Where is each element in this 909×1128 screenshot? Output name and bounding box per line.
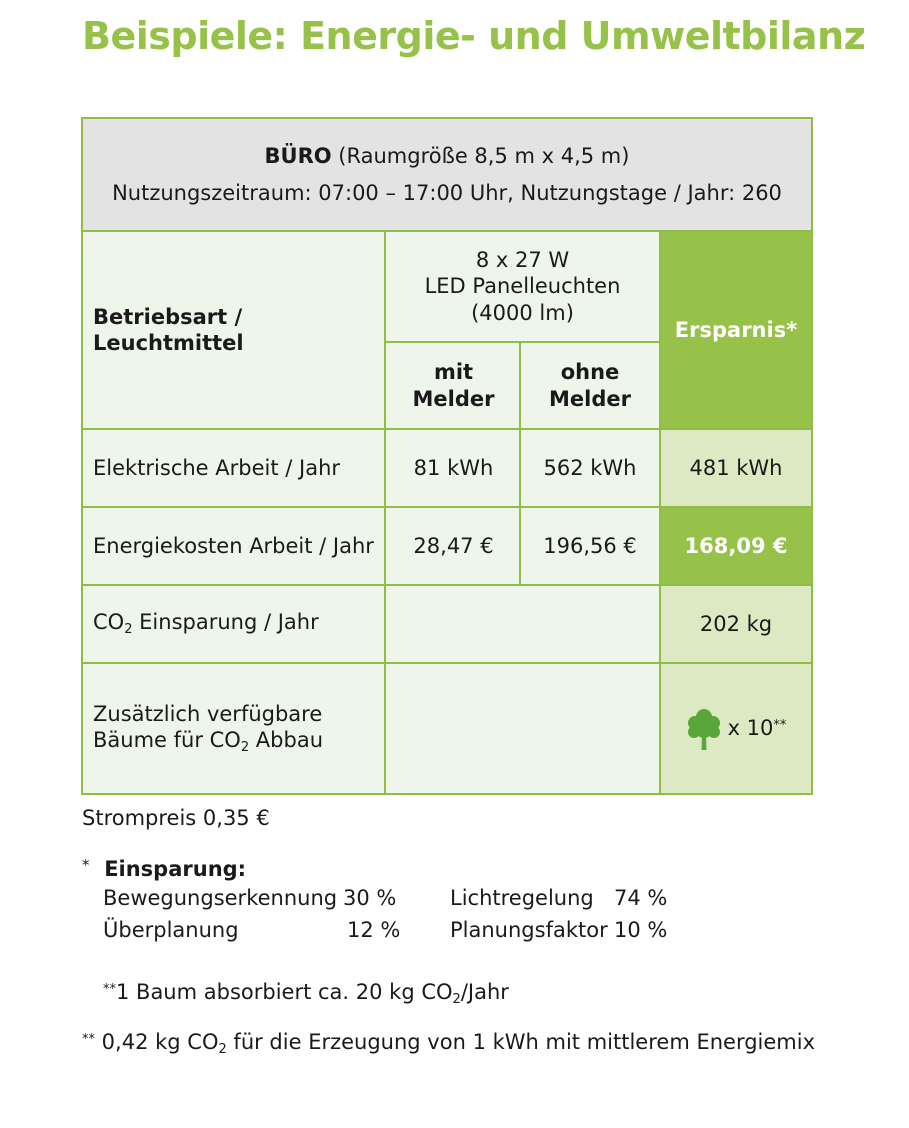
usage-info: Nutzungszeitraum: 07:00 – 17:00 Uhr, Nutzungstage / Jahr: 260 bbox=[112, 180, 782, 205]
co2-label-text bbox=[93, 609, 319, 638]
trees-label-part: Abbau bbox=[249, 728, 324, 752]
electricity-price: Strompreis 0,35 € bbox=[82, 806, 270, 830]
energy-table bbox=[81, 117, 813, 795]
co2-footnote-part: für die Erzeugung von 1 kWh mit mittlerem Energiemix bbox=[226, 1030, 816, 1054]
overplan-value: 12 % bbox=[347, 918, 401, 942]
row-with-text: 81 kWh bbox=[413, 455, 494, 480]
row-label-text: Elektrische Arbeit / Jahr bbox=[93, 455, 341, 480]
light-label: Lichtregelung bbox=[450, 886, 594, 910]
co2-saving-text: 202 kg bbox=[699, 611, 773, 636]
row-without-value bbox=[519, 506, 659, 584]
column-label-text: Betriebsart / Leuchtmittel bbox=[93, 304, 244, 355]
tree-footnote bbox=[103, 980, 509, 1007]
row-label-text: Energiekosten Arbeit / Jahr bbox=[93, 533, 374, 558]
overplan-label: Überplanung bbox=[103, 918, 239, 942]
motion-label: Bewegungserkennung bbox=[103, 886, 338, 910]
co2-empty-cell bbox=[384, 584, 659, 662]
trees-empty-cell bbox=[384, 662, 659, 793]
savings-header-text: Ersparnis* bbox=[674, 317, 798, 342]
co2-saving-value bbox=[659, 584, 811, 662]
row-saving-value bbox=[659, 428, 811, 506]
co2-footnote bbox=[82, 1030, 815, 1057]
co2-subscript: 2 bbox=[218, 1042, 227, 1057]
row-saving-text: 481 kWh bbox=[689, 455, 783, 480]
trees-row-label bbox=[83, 662, 384, 793]
co2-footnote-part: 0,42 kg CO bbox=[95, 1030, 219, 1054]
co2-label-part: Einsparung / Jahr bbox=[132, 610, 319, 635]
savings-note bbox=[82, 856, 246, 881]
co2-subscript: 2 bbox=[124, 622, 133, 638]
with-sensor-line-2: Melder bbox=[412, 386, 495, 411]
motion-value: 30 % bbox=[343, 886, 397, 910]
row-without-value bbox=[519, 428, 659, 506]
footnote-marker: ** bbox=[103, 982, 116, 997]
row-saving-value-highlight bbox=[659, 506, 811, 584]
room-name: BÜRO bbox=[264, 144, 332, 169]
row-with-text: 28,47 € bbox=[413, 533, 494, 558]
co2-label-part: CO bbox=[93, 610, 125, 635]
savings-note-title: Einsparung: bbox=[104, 857, 247, 881]
trees-value bbox=[686, 707, 787, 751]
fixture-line-2: LED Panelleuchten bbox=[424, 274, 621, 299]
room-size: (Raumgröße 8,5 m x 4,5 m) bbox=[338, 144, 630, 169]
tree-icon bbox=[686, 707, 722, 751]
light-value: 74 % bbox=[614, 886, 668, 910]
row-label bbox=[83, 428, 384, 506]
trees-label-line-1: Zusätzlich verfügbare bbox=[93, 701, 323, 726]
co2-row-label bbox=[83, 584, 384, 662]
fixture-header bbox=[384, 230, 659, 341]
trees-value-cell bbox=[659, 662, 811, 793]
row-without-text: 196,56 € bbox=[543, 533, 637, 558]
without-sensor-line-2: Melder bbox=[549, 386, 631, 411]
trees-label-part: Bäume für CO bbox=[93, 728, 241, 752]
tree-footnote-part: 1 Baum absorbiert ca. 20 kg CO bbox=[116, 980, 453, 1004]
table-header bbox=[83, 119, 811, 230]
planfactor-value: 10 % bbox=[614, 918, 668, 942]
row-saving-text: 168,09 € bbox=[684, 533, 788, 558]
with-sensor-line-1: mit bbox=[433, 360, 474, 385]
footnote-marker: ** bbox=[773, 718, 787, 734]
co2-subscript: 2 bbox=[240, 740, 250, 755]
page-title: Beispiele: Energie- und Umweltbilanz bbox=[82, 14, 866, 58]
trees-count: x 10 bbox=[727, 716, 774, 741]
with-sensor-header bbox=[384, 341, 521, 428]
planfactor-label: Planungsfaktor bbox=[450, 918, 608, 942]
savings-header bbox=[659, 230, 811, 428]
footnote-marker: * bbox=[82, 856, 90, 874]
without-sensor-line-1: ohne bbox=[560, 360, 620, 385]
tree-footnote-part: /Jahr bbox=[460, 980, 509, 1004]
row-without-text: 562 kWh bbox=[543, 455, 637, 480]
row-label bbox=[83, 506, 384, 584]
column-label bbox=[83, 230, 384, 428]
row-with-value bbox=[384, 428, 521, 506]
without-sensor-header bbox=[519, 341, 659, 428]
fixture-line-1: 8 x 27 W bbox=[475, 248, 570, 273]
trees-value-text bbox=[728, 715, 787, 741]
row-with-value bbox=[384, 506, 521, 584]
fixture-line-3: (4000 lm) bbox=[471, 300, 574, 325]
trees-label-line-2 bbox=[93, 727, 323, 756]
footnote-marker: ** bbox=[82, 1032, 95, 1047]
co2-subscript: 2 bbox=[452, 992, 461, 1007]
